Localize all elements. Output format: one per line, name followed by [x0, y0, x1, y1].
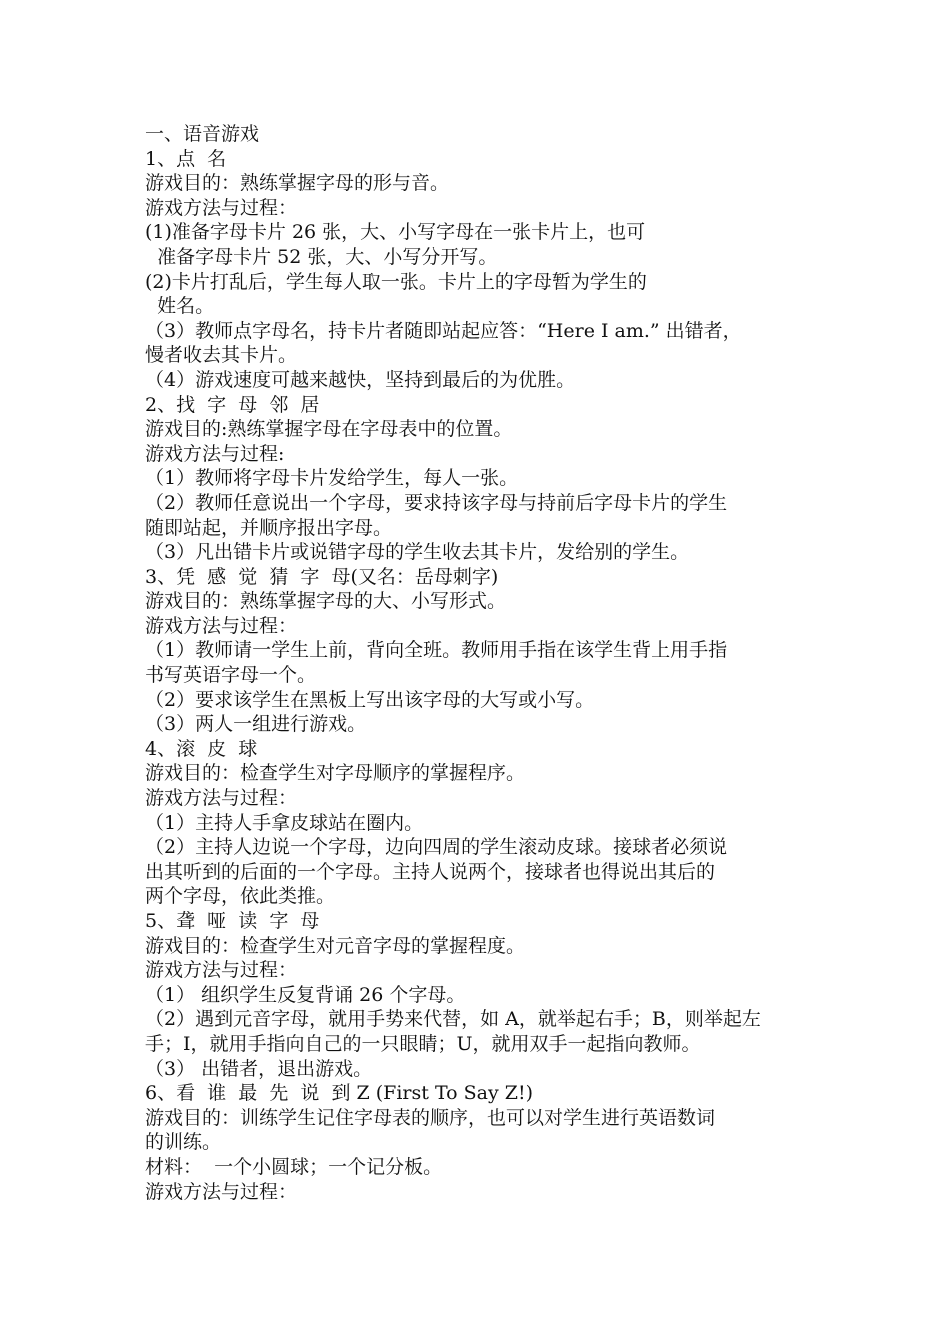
- game-title: 1、点 名: [145, 147, 227, 170]
- game-title: 5、聋 哑 读 字 母: [145, 910, 320, 932]
- game-purpose: 游戏目的：检查学生对字母顺序的掌握程序。: [145, 762, 526, 785]
- game-title: 2、找 字 母 邻 居: [145, 393, 320, 416]
- method-heading: 游戏方法与过程：: [145, 1180, 298, 1203]
- step-line: 两个字母，依此类推。: [145, 885, 336, 908]
- document-body: [145, 122, 815, 1204]
- step-line: （4）游戏速度可越来越快，坚持到最后的为优胜。: [145, 368, 576, 391]
- step-line: （2）主持人边说一个字母，边向四周的学生滚动皮球。接球者必须说: [145, 836, 728, 859]
- game-title: 3、凭 感 觉 猜 字 母(又名：岳母刺字): [145, 565, 499, 588]
- game-purpose: 游戏目的：训练学生记住字母表的顺序，也可以对学生进行英语数词: [145, 1106, 716, 1129]
- step-line: (1)准备字母卡片 26 张，大、小写字母在一张卡片上，也可: [145, 221, 646, 244]
- step-line: （1）教师将字母卡片发给学生，每人一张。: [145, 467, 519, 490]
- step-line: （1）教师请一学生上前，背向全班。教师用手指在该学生背上用手指: [145, 639, 728, 662]
- step-line: （2）要求该学生在黑板上写出该字母的大写或小写。: [145, 688, 595, 711]
- step-line: （1）主持人手拿皮球站在圈内。: [145, 811, 424, 834]
- game-purpose: 的训练。: [145, 1131, 222, 1154]
- game-title: 6、看 谁 最 先 说 到 Z (First To Say Z!): [145, 1082, 533, 1105]
- step-line: 姓名。: [145, 295, 215, 318]
- step-line: （3）教师点字母名，持卡片者随即站起应答：“Here I am.” 出错者，: [145, 319, 742, 342]
- step-line: （2）遇到元音字母，就用手势来代替，如 A，就举起右手；B，则举起左: [145, 1008, 761, 1031]
- game-purpose: 游戏目的:熟练掌握字母在字母表中的位置。: [145, 418, 513, 441]
- game-purpose: 游戏目的：熟练掌握字母的大、小写形式。: [145, 590, 507, 613]
- method-heading: 游戏方法与过程：: [145, 614, 298, 637]
- section-heading: 一、语音游戏: [145, 123, 260, 145]
- step-line: (2)卡片打乱后，学生每人取一张。卡片上的字母暂为学生的: [145, 270, 647, 293]
- step-line: （3） 出错者，退出游戏。: [145, 1057, 373, 1080]
- game-purpose: 游戏目的：检查学生对元音字母的掌握程度。: [145, 934, 526, 957]
- method-heading: 游戏方法与过程:: [145, 442, 285, 465]
- method-heading: 游戏方法与过程：: [145, 787, 298, 810]
- method-heading: 游戏方法与过程：: [145, 959, 298, 982]
- method-heading: 游戏方法与过程：: [145, 196, 298, 219]
- step-line: 书写英语字母一个。: [145, 664, 317, 687]
- step-line: 随即站起，并顺序报出字母。: [145, 516, 393, 539]
- game-title: 4、滚 皮 球: [145, 737, 258, 760]
- materials-line: 材料： 一个小圆球；一个记分板。: [145, 1155, 443, 1178]
- step-line: （3）两人一组进行游戏。: [145, 713, 367, 736]
- step-line: 出其听到的后面的一个字母。主持人说两个，接球者也得说出其后的: [145, 860, 716, 883]
- step-line: （2）教师任意说出一个字母，要求持该字母与持前后字母卡片的学生: [145, 491, 728, 514]
- step-line: 准备字母卡片 52 张，大、小写分开写。: [145, 245, 498, 268]
- step-line: 手；I，就用手指向自己的一只眼睛；U，就用双手一起指向教师。: [145, 1032, 701, 1055]
- step-line: （3）凡出错卡片或说错字母的学生收去其卡片，发给别的学生。: [145, 541, 690, 564]
- step-line: 慢者收去其卡片。: [145, 344, 298, 367]
- game-purpose: 游戏目的：熟练掌握字母的形与音。: [145, 172, 450, 195]
- step-line: （1） 组织学生反复背诵 26 个字母。: [145, 983, 466, 1006]
